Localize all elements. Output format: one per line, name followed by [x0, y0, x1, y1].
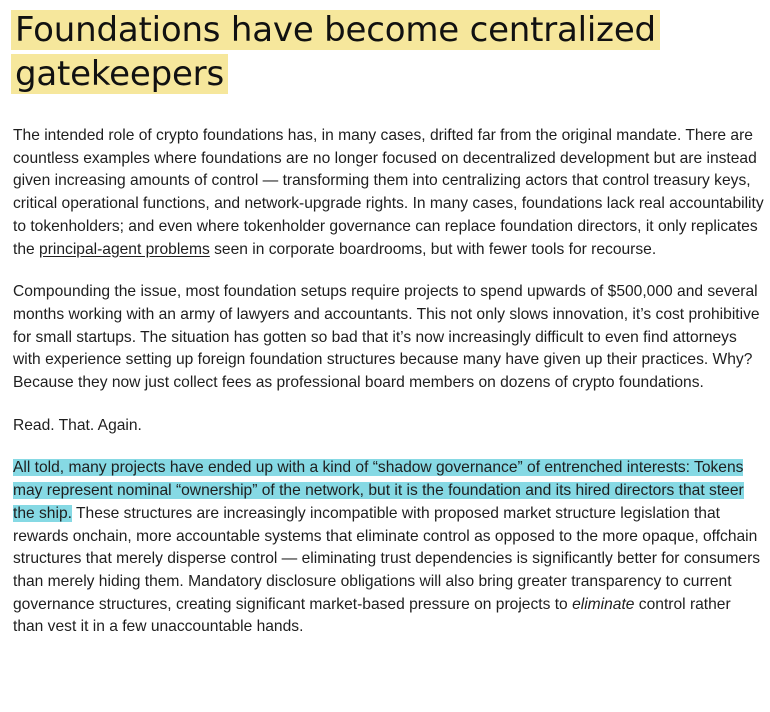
emphasized-text: eliminate — [572, 595, 635, 613]
paragraph-text: control rather than vest it in a few unaccountable hands. — [13, 595, 731, 636]
paragraph-shadow-governance — [13, 457, 765, 639]
paragraph-text: The intended role of crypto foundations has, in many cases, drifted far from the original mandate. There are countless examples where foundations are no longer focused on decentralized development but are instead given increasing amounts of control — transforming them into centralizing actors that control treasury keys, critical operational functions, and network-upgrade rights. In many cases, foundations lack real accountability to tokenholders; and even where tokenholder governance can replace foundation directors, it only replicates the — [13, 127, 764, 258]
paragraph-text: These structures are increasingly incompatible with proposed market structure legislation that rewards onchain, more accountable systems that eliminate control as opposed to the more opaque, offchain structures that merely disperse control — eliminating trust dependencies is significantly better for consumers than merely hiding them. Mandatory disclosure obligations will also bring greater transparency to current governance structures, creating significant market-based pressure on projects to — [13, 504, 761, 613]
highlighted-text: All told, many projects have ended up with a kind of “shadow governance” of entrenched interests: Tokens may represent nominal “ownership” of the network, but it is the foundation and its hired directors that steer the ship. — [13, 459, 744, 522]
paragraph-read-again: Read. That. Again. — [13, 416, 142, 434]
page-title — [13, 8, 765, 96]
paragraph-text: seen in corporate boardrooms, but with fewer tools for recourse. — [209, 240, 657, 258]
article — [13, 8, 765, 639]
heading-highlight: Foundations have become centralized gatekeepers — [11, 10, 660, 94]
principal-agent-problems-link[interactable]: principal-agent problems — [39, 240, 210, 258]
paragraph-compounding-issue: Compounding the issue, most foundation setups require projects to spend upwards of $500,000 and several months working with an army of lawyers and accountants. This not only slows innovation, it’s cost prohibitive for small startups. The situation has gotten so bad that it’s now increasingly difficult to even find attorneys with experience setting up foreign foundation structures because many have given up their practices. Why? Because they now just collect fees as professional board members on dozens of crypto foundations. — [13, 283, 760, 392]
paragraph-foundations-role — [13, 125, 765, 261]
